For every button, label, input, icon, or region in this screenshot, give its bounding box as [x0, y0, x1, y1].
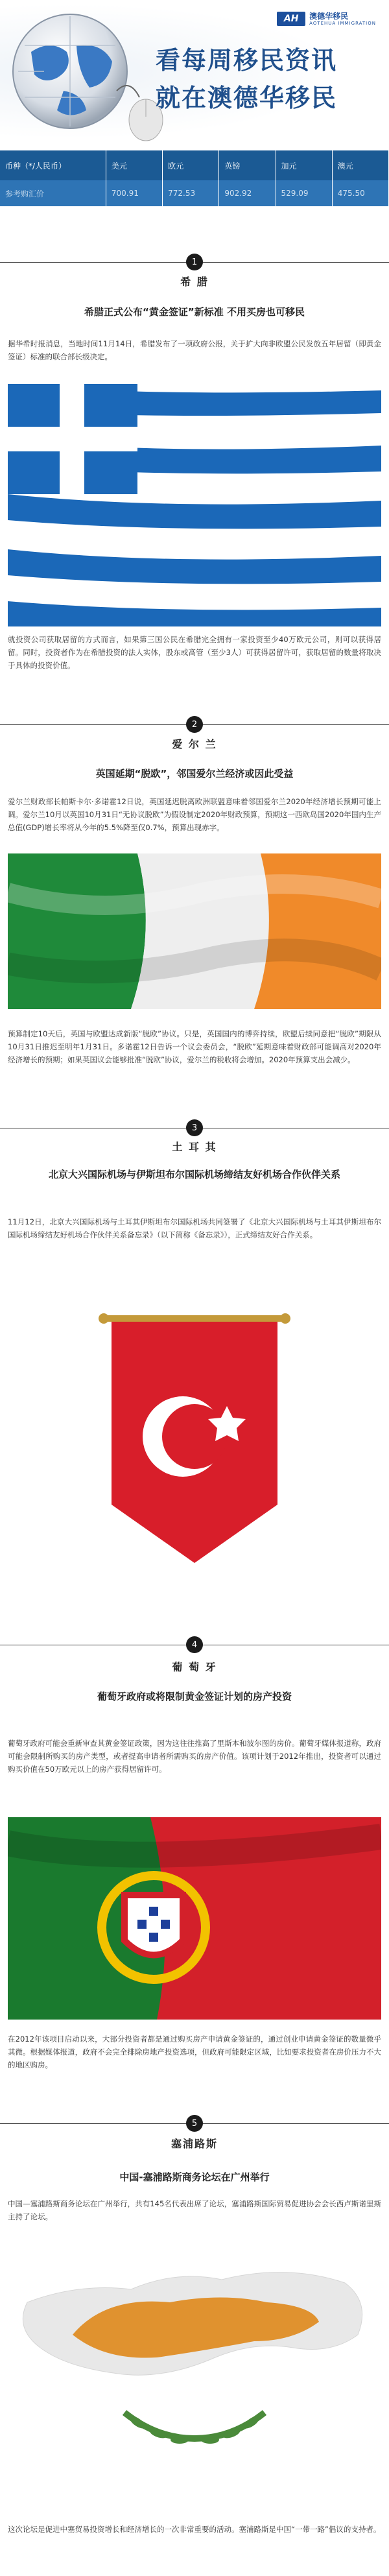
section-paragraph: 在2012年该项目启动以来，大部分投资者都是通过购买房产申请黄金签证的，通过创业申请黄金签证的数量微乎其微。根据媒体报道，政府不会完全排除房地产投资选项，但政府可能限定区域，比如要求投资者在房价压力不大的地区购房。	[8, 2034, 381, 2069]
headline-line-1: 看每周移民资讯	[156, 46, 338, 75]
logo-subtitle: AOTEHUA IMMIGRATION	[309, 20, 376, 26]
table-header-row	[0, 150, 389, 180]
table-header-cell: 美元	[106, 150, 162, 180]
table-row-label: 参考购汇价	[0, 180, 106, 206]
logo-mark: AH	[277, 12, 305, 26]
section-number: 4	[186, 1636, 203, 1653]
table-header-cell: 币种（*/人民币）	[0, 150, 106, 180]
section-paragraph: 11月12日，北京大兴国际机场与土耳其伊斯坦布尔国际机场共同签署了《北京大兴国际机场与土耳其伊斯坦布尔国际机场缔结友好机场合作伙伴关系备忘录》（以下简称《备忘录》），正式缔结友好合作关系。	[8, 1217, 381, 1239]
cyprus-flag-image	[8, 2244, 381, 2516]
table-header-cell: 欧元	[163, 150, 219, 180]
section-title: 英国延期“脱欧”，邻国爱尔兰经济或因此受益	[95, 768, 294, 780]
greece-flag-image	[8, 384, 381, 626]
section-country: 爱 尔 兰	[172, 738, 217, 750]
section-country: 土 耳 其	[172, 1141, 217, 1153]
table-cell: 902.92	[219, 180, 276, 206]
turkey-pennant-image	[8, 1304, 381, 1576]
section-number: 1	[186, 254, 203, 270]
section-title: 希腊正式公布“黄金签证”新标准 不用买房也可移民	[84, 306, 305, 318]
section-paragraph: 据华希时报消息，当地时间11月14日，希腊发布了一项政府公报，关于扩大向非欧盟公民发放五年居留（即黄金签证）标准的联合部长级决定。	[8, 339, 381, 361]
header-banner	[0, 0, 389, 150]
brand-logo	[277, 12, 376, 26]
section-country: 葡 萄 牙	[172, 1661, 217, 1673]
logo-name: 澳德华移民	[309, 11, 349, 21]
ireland-flag-image	[8, 853, 381, 1009]
section-paragraph: 预算制定10天后，英国与欧盟达成新版“脱欧”协议。只是，英国国内的博弈持续，欧盟后续同意把“脱欧”期限从10月31日推迟至明年1月31日。多诺霍12日告诉一个议会委员会，“脱欧”延期意味着财政部可能调高对2020年经济增长的预期；如果英国议会能够批准“脱欧”协议，爱尔兰的税收将会增加。2020年预算支出会减少。	[8, 1029, 381, 1064]
table-cell: 772.53	[163, 180, 219, 206]
section-number: 3	[186, 1119, 203, 1136]
section-country: 塞浦路斯	[171, 2138, 218, 2150]
headline-line-2: 就在澳德华移民	[156, 84, 338, 112]
section-title: 葡萄牙政府或将限制黄金签证计划的房产投资	[97, 1691, 292, 1702]
section-country: 希 腊	[180, 276, 209, 288]
section-paragraph: 葡萄牙政府可能会重新审查其黄金签证政策，因为这往往推高了里斯本和波尔图的房价。葡萄牙媒体报道称，政府可能会限制所购买的房产类型，或者提高申请者所需购买的房产价值。该项计划于2012年推出，投资者可以通过购买价值在50万欧元以上的房产获得居留许可。	[8, 1739, 381, 1774]
table-row	[0, 180, 389, 206]
section-title: 北京大兴国际机场与伊斯坦布尔国际机场缔结友好机场合作伙伴关系	[48, 1169, 340, 1180]
table-cell: 529.09	[276, 180, 332, 206]
section-paragraph: 爱尔兰财政部长帕斯卡尔·多诺霍12日说，英国延迟脱离欧洲联盟意味着邻国爱尔兰2020年经济增长预期可能上调。爱尔兰10月以英国10月31日“无协议脱欧”为假设制定2020年财政预算，预期这一西欧岛国2020年国内生产总值(GDP)增长率将从今年的5.5%降至仅0.7%，预算出现赤字。	[8, 797, 381, 832]
section-paragraph: 就投资公司获取居留的方式而言，如果第三国公民在希腊完全拥有一家投资至少40万欧元公司，则可以获得居留。同时，投资者作为在希腊投资的法人实体，股东或高管（至少3人）可获得居留许可，获取居留的数量将取决于具体的投资价值。	[8, 635, 381, 670]
table-header-cell: 英镑	[219, 150, 276, 180]
exchange-rate-table	[0, 150, 389, 206]
section-title: 中国-塞浦路斯商务论坛在广州举行	[119, 2171, 270, 2183]
section-number: 2	[186, 716, 203, 733]
section-paragraph: 这次论坛是促进中塞贸易投资增长和经济增长的一次非常重要的活动。塞浦路斯是中国“一带一路”倡议的支持者。	[8, 2525, 381, 2534]
table-header-cell: 澳元	[332, 150, 388, 180]
table-cell: 475.50	[332, 180, 388, 206]
portugal-flag-image	[8, 1817, 381, 2020]
section-paragraph: 中国—塞浦路斯商务论坛在广州举行，共有145名代表出席了论坛，塞浦路斯国际贸易促进协会会长西卢斯诺里斯主持了论坛。	[8, 2199, 381, 2221]
table-header-cell: 加元	[276, 150, 332, 180]
section-number: 5	[186, 2115, 203, 2132]
table-cell: 700.91	[106, 180, 162, 206]
